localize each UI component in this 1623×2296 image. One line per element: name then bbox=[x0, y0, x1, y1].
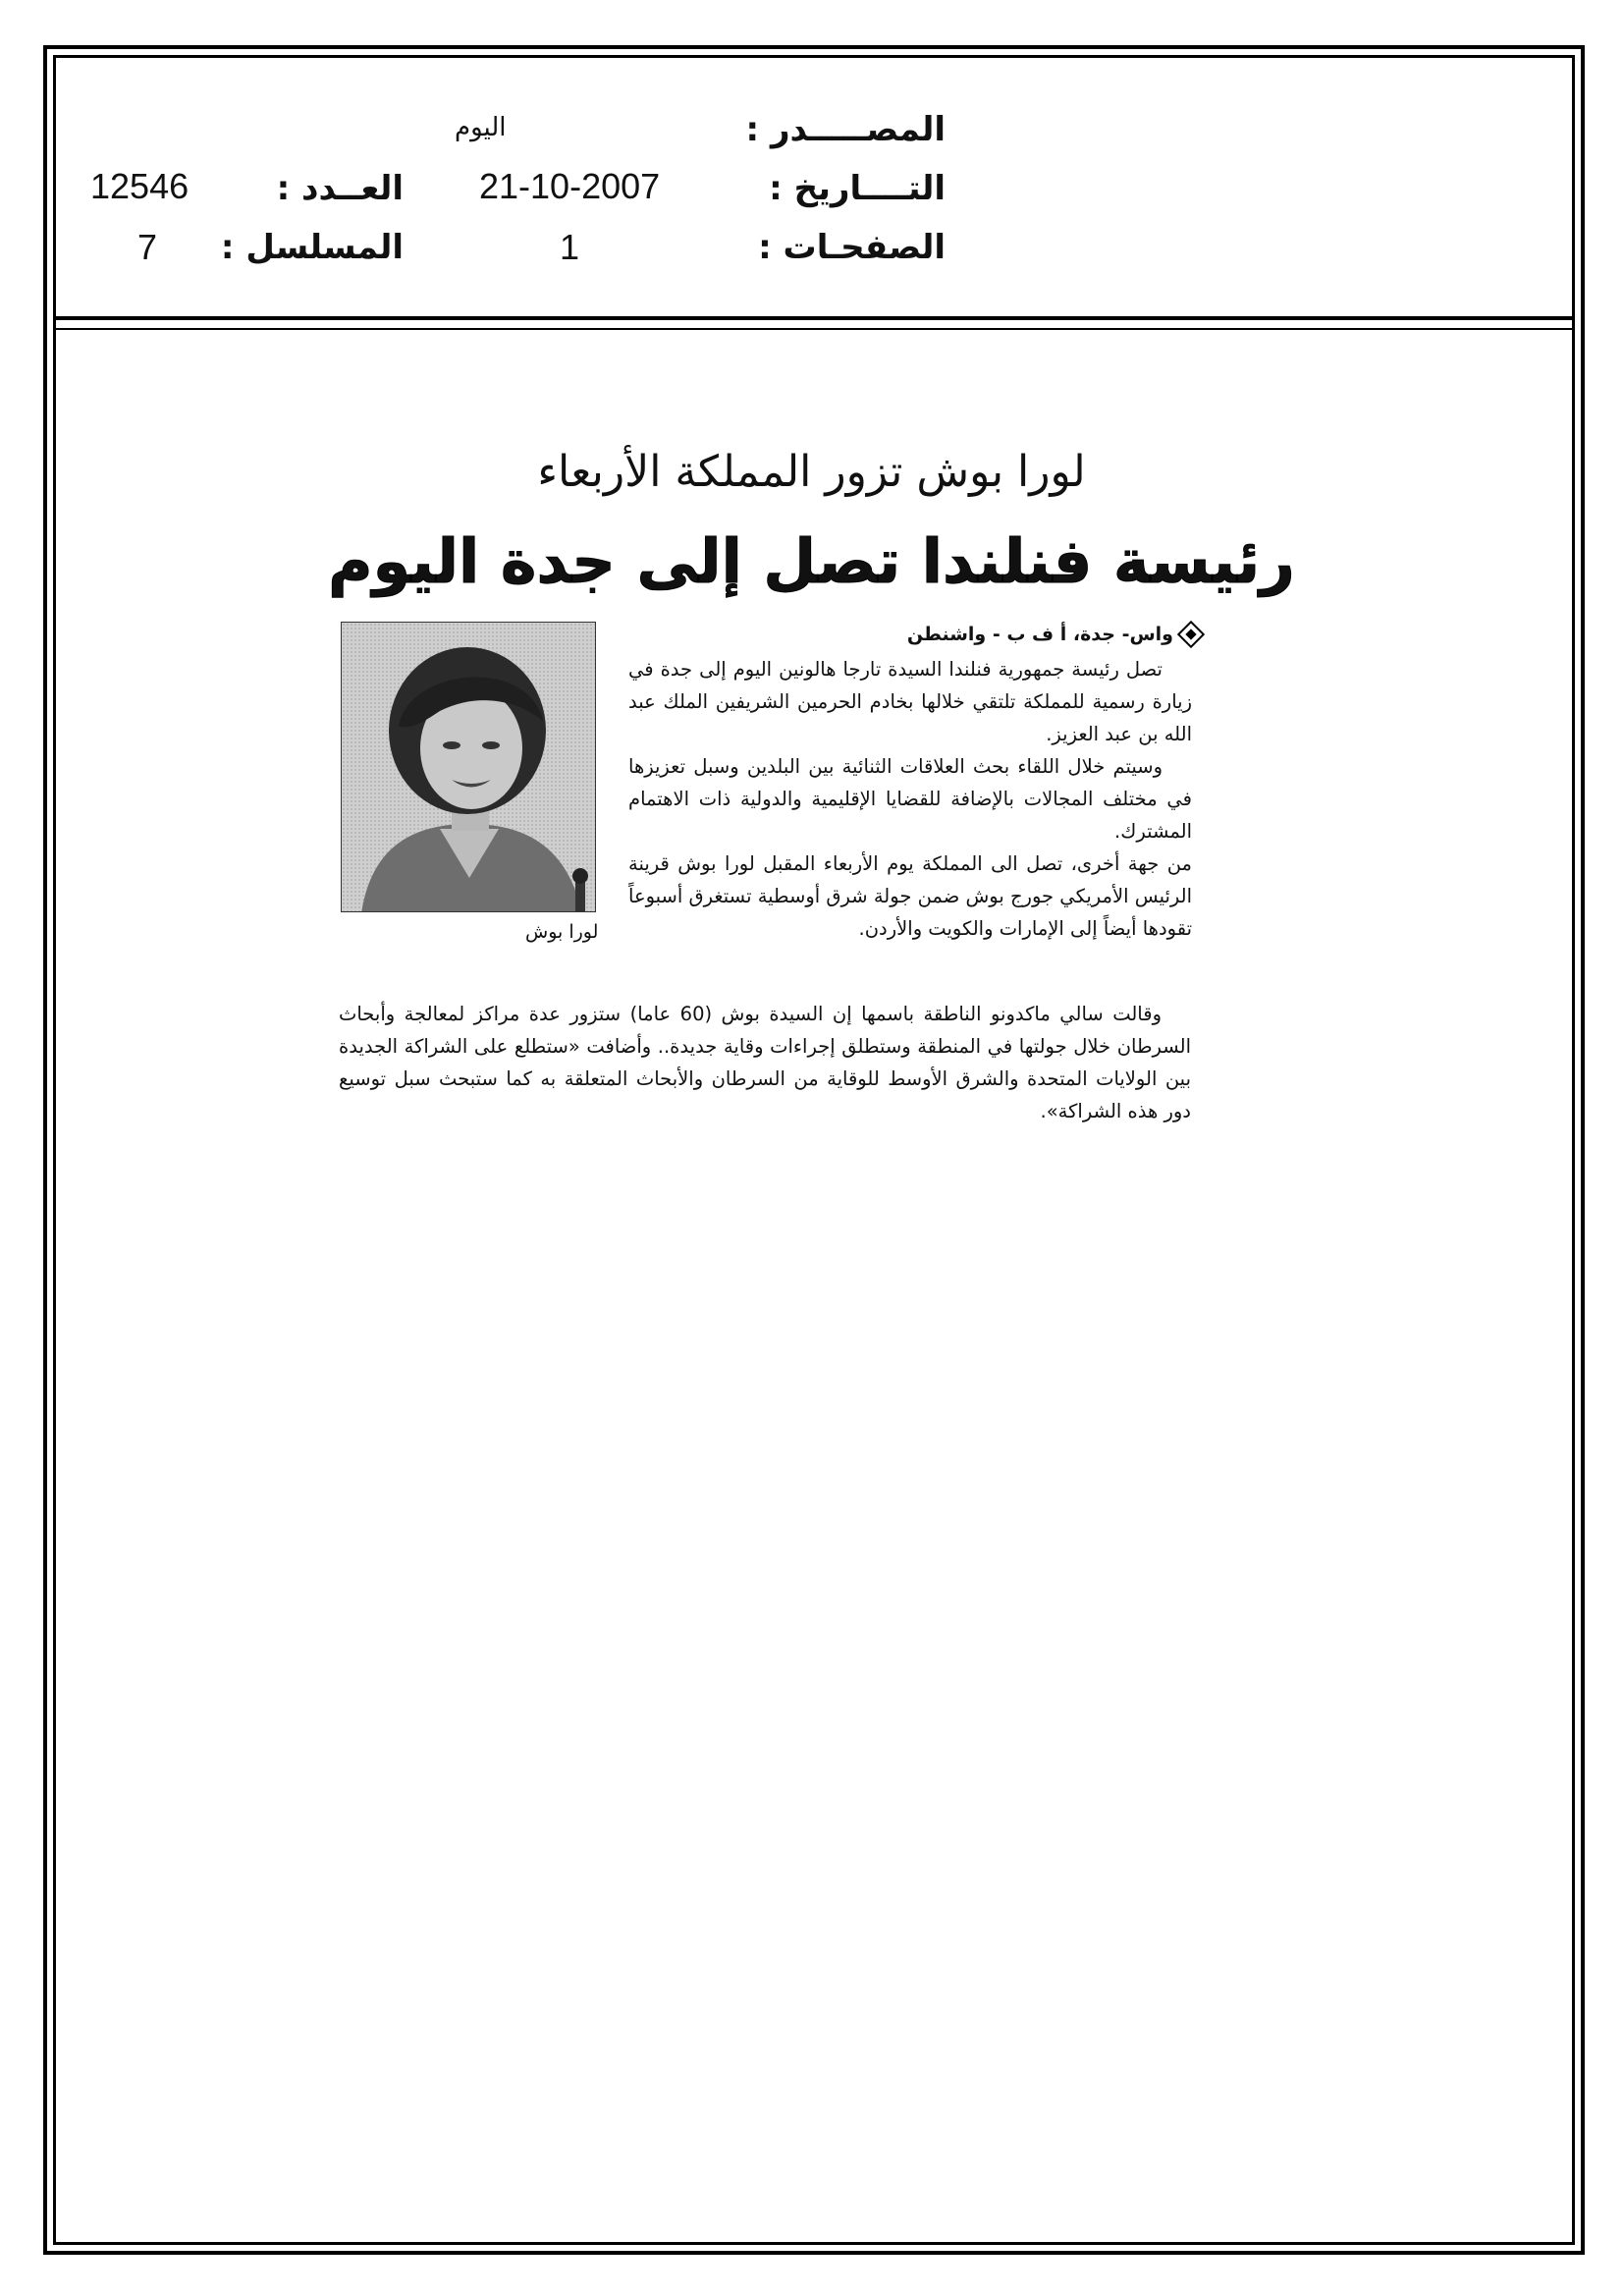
photo-caption: لورا بوش bbox=[525, 921, 599, 943]
article-paragraph: من جهة أخرى، تصل الى المملكة يوم الأربعاء المقبل لورا بوش قرينة الرئيس الأمريكي جورج بوش ضمن جولة شرق أوسطية تستغرق أسبوعاً تقودها أيضاً إلى الإمارات والكويت والأردن. bbox=[628, 852, 1192, 940]
serial-label: المسلسل : bbox=[220, 228, 404, 267]
issue-value: 12546 bbox=[90, 166, 189, 206]
article-subheadline: لورا بوش تزور المملكة الأربعاء bbox=[537, 447, 1086, 497]
article-headline: رئيسة فنلندا تصل إلى جدة اليوم bbox=[328, 525, 1295, 597]
issue-label: العــدد : bbox=[276, 169, 404, 208]
portrait-illustration bbox=[342, 623, 596, 912]
article-dateline bbox=[907, 624, 1201, 645]
header-divider bbox=[53, 316, 1575, 320]
dateline-text: واس- جدة، أ ف ب - واشنطن bbox=[906, 624, 1173, 645]
article-paragraph: وقالت سالي ماكدونو الناطقة باسمها إن السيدة بوش (60 عاما) ستزور عدة مراكز لمعالجة وأبحاث السرطان خلال جولتها في المنطقة وستطلق إجراءات وقاية جديدة.. وأضافت «ستطلع على الشراكة الجديدة بين الولايات المتحدة والشرق الأوسط للوقاية من السرطان والأبحاث المتعلقة به كما ستبحث سبل توسيع دور هذه الشراكة». bbox=[339, 1003, 1191, 1122]
article-paragraph: تصل رئيسة جمهورية فنلندا السيدة تارجا هالونين اليوم إلى جدة في زيارة رسمية للمملكة تلتقي خلالها بخادم الحرمين الشريفين الملك عبد الله بن عبد العزيز. bbox=[628, 658, 1192, 745]
header-divider-thin bbox=[53, 328, 1575, 330]
article-column-beside-photo bbox=[628, 653, 1192, 945]
diamond-bullet-icon bbox=[1177, 621, 1205, 648]
article-paragraph: وسيتم خلال اللقاء بحث العلاقات الثنائية بين البلدين وسبل تعزيزها في مختلف المجالات بالإضافة للقضايا الإقليمية والدولية ذات الاهتمام المشترك. bbox=[628, 755, 1192, 843]
source-value: اليوم bbox=[455, 113, 507, 142]
serial-value: 7 bbox=[137, 227, 158, 267]
source-label: المصـــــدر : bbox=[745, 110, 946, 149]
portrait-photo bbox=[341, 622, 596, 912]
pages-label: الصفحـات : bbox=[758, 228, 946, 267]
page-inner-border bbox=[53, 55, 1575, 2245]
article-column-full-width bbox=[339, 998, 1191, 1127]
date-label: التــــاريخ : bbox=[769, 169, 946, 208]
pages-value: 1 bbox=[560, 227, 580, 267]
date-value: 21-10-2007 bbox=[479, 166, 661, 206]
